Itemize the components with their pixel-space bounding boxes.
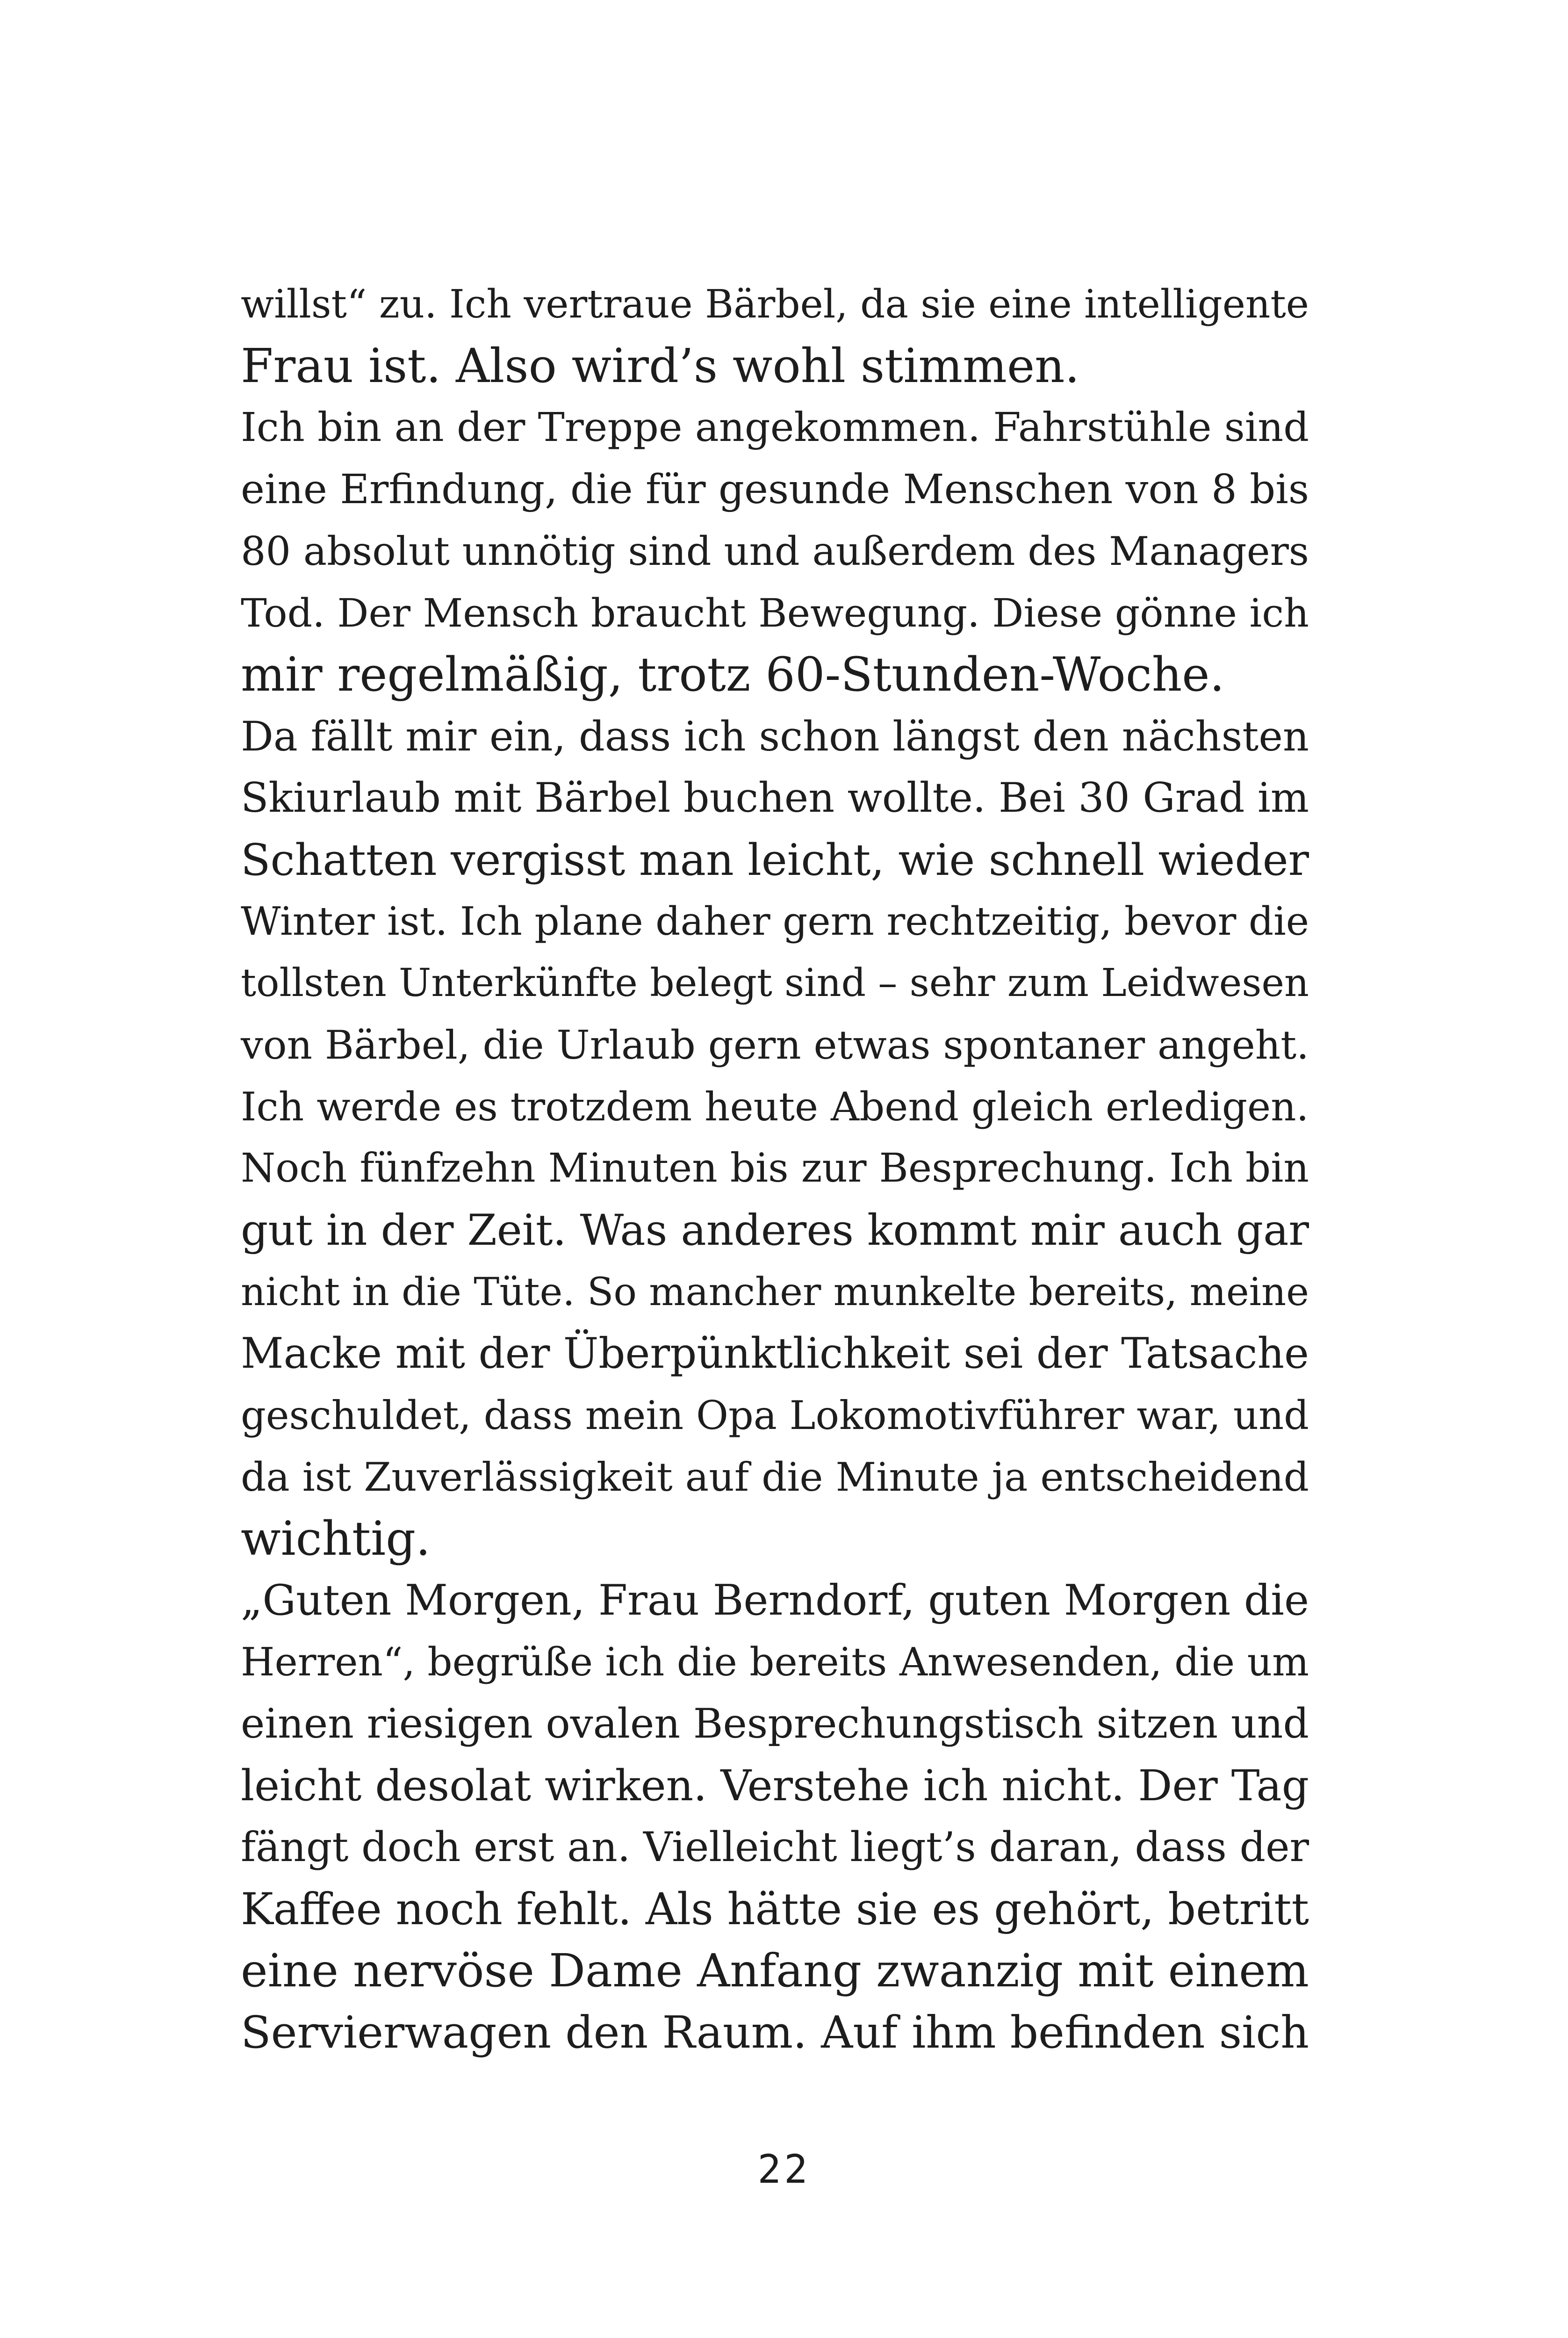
text-line: fängt doch erst an. Vielleicht liegt’s daran, dass der — [241, 1824, 1309, 1871]
text-line: 80 absolut unnötig sind und außerdem des Managers — [241, 528, 1309, 574]
page-number: 22 — [757, 2146, 811, 2192]
body-text — [241, 274, 1309, 2064]
text-line: Ich bin an der Treppe angekommen. Fahrstühle sind — [241, 404, 1309, 451]
text-line: Macke mit der Überpünktlichkeit sei der Tatsache — [241, 1329, 1309, 1378]
text-line: von Bärbel, die Urlaub gern etwas spontaner angeht. — [241, 1022, 1309, 1068]
text-line: Skiurlaub mit Bärbel buchen wollte. Bei 30 Grad im — [241, 774, 1309, 822]
text-line: Servierwagen den Raum. Auf ihm befinden sich — [241, 2007, 1309, 2058]
text-line: geschuldet, dass mein Opa Lokomotivführer war, und — [241, 1393, 1309, 1438]
text-line: willst“ zu. Ich vertraue Bärbel, da sie eine intelligente — [241, 281, 1309, 327]
text-line: wichtig. — [241, 1511, 431, 1566]
text-line: Herren“, begrüße ich die bereits Anwesenden, die um — [241, 1639, 1309, 1685]
text-line: eine Erfindung, die für gesunde Menschen von 8 bis — [241, 466, 1309, 513]
text-line: Schatten vergisst man leicht, wie schnell wieder — [241, 835, 1309, 885]
text-line: da ist Zuverlässigkeit auf die Minute ja entscheidend — [241, 1454, 1309, 1500]
text-line: Tod. Der Mensch braucht Bewegung. Diese gönne ich — [241, 590, 1309, 636]
text-line: leicht desolat wirken. Verstehe ich nicht. Der Tag — [241, 1761, 1309, 1811]
text-line: Kaffee noch fehlt. Als hätte sie es gehört, betritt — [241, 1883, 1309, 1934]
text-line: mir regelmäßig, trotz 60-Stunden-Woche. — [241, 647, 1225, 702]
text-line: einen riesigen ovalen Besprechungstisch sitzen und — [241, 1701, 1309, 1747]
text-line: Frau ist. Also wird’s wohl stimmen. — [241, 339, 1080, 393]
text-line: gut in der Zeit. Was anderes kommt mir auch gar — [241, 1205, 1309, 1255]
text-line: Noch fünfzehn Minuten bis zur Besprechung. Ich bin — [241, 1145, 1309, 1191]
text-line: eine nervöse Dame Anfang zwanzig mit einem — [241, 1944, 1309, 1997]
text-line: „Guten Morgen, Frau Berndorf, guten Morgen die — [241, 1576, 1309, 1625]
text-line: tollsten Unterkünfte belegt sind – sehr zum Leidwesen — [241, 961, 1309, 1005]
text-line: Ich werde es trotzdem heute Abend gleich erledigen. — [241, 1083, 1309, 1130]
text-line: nicht in die Tüte. So mancher munkelte bereits, meine — [241, 1270, 1309, 1314]
text-line: Da fällt mir ein, dass ich schon längst den nächsten — [241, 713, 1309, 760]
text-line: Winter ist. Ich plane daher gern rechtzeitig, bevor die — [241, 899, 1309, 944]
